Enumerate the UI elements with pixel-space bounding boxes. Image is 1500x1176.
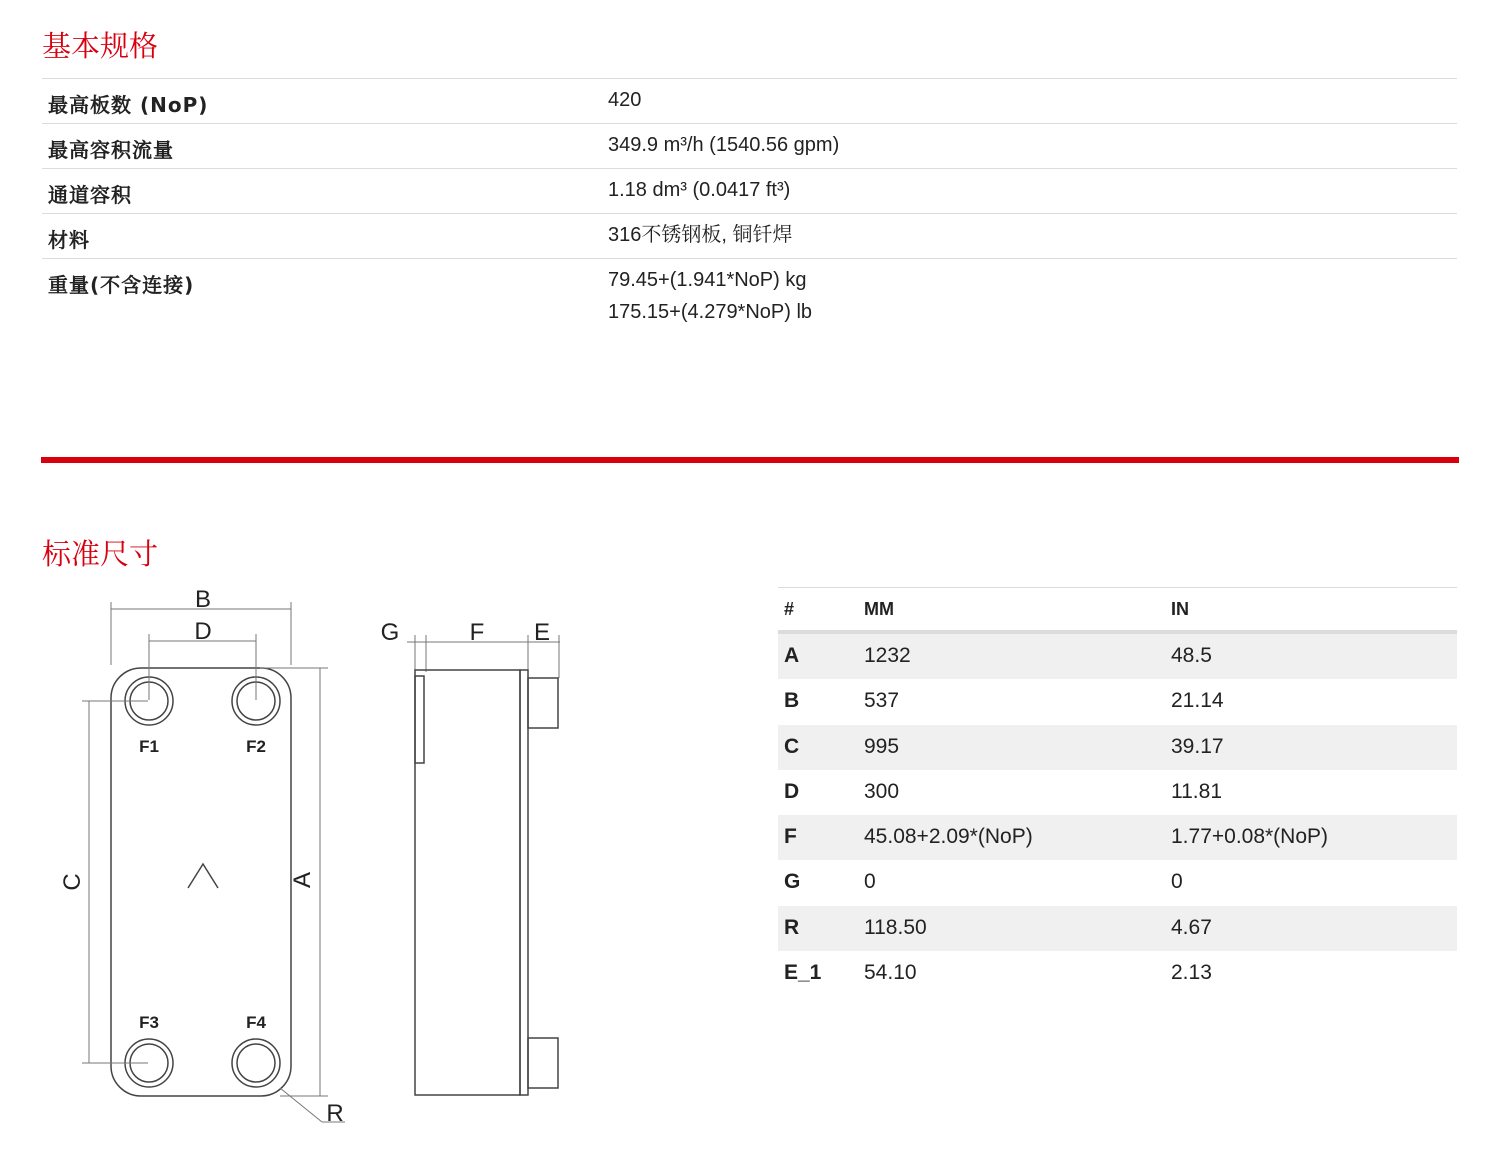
row-mm: 45.08+2.09*(NoP) [864, 825, 1033, 849]
row-mm: 0 [864, 870, 876, 894]
row-in: 48.5 [1171, 644, 1212, 667]
spec-label: 最高容积流量 [48, 138, 174, 162]
spec-label: 最高板数 (NoP) [48, 93, 209, 117]
row-mm: 54.10 [864, 961, 917, 985]
table-row [778, 679, 1457, 724]
table-header [778, 588, 1457, 634]
spec-label: 通道容积 [48, 183, 132, 207]
dims-section-title: 标准尺寸 [42, 537, 159, 571]
side-end-plate [520, 670, 528, 1095]
table-row [778, 951, 1457, 996]
spec-value-lb: 175.15+(4.279*NoP) lb [608, 301, 813, 323]
port-label-f3: F3 [139, 1013, 159, 1032]
row-in: 39.17 [1171, 734, 1224, 758]
row-in: 21.14 [1171, 689, 1224, 713]
row-key: R [784, 915, 800, 939]
row-key: F [784, 825, 797, 849]
dim-label-d: D [194, 618, 212, 645]
row-mm: 1232 [864, 644, 911, 667]
port-f4 [232, 1039, 280, 1087]
connection-top [528, 678, 558, 728]
row-mm: 300 [864, 779, 900, 803]
side-flange [415, 676, 424, 763]
port-label-f2: F2 [246, 737, 266, 756]
row-key: B [784, 689, 800, 713]
dim-label-r: R [326, 1100, 344, 1127]
row-in: 0 [1171, 870, 1183, 894]
connection-bottom [528, 1038, 558, 1088]
table-row [778, 634, 1457, 679]
table-row [778, 770, 1457, 815]
spec-label: 重量(不含连接) [48, 273, 195, 297]
spec-value: 420 [608, 89, 642, 111]
table-row [778, 815, 1457, 860]
spec-value: 316不锈钢板, 铜钎焊 [608, 224, 793, 246]
dim-label-g: G [380, 619, 400, 646]
side-body [415, 670, 520, 1095]
row-mm: 537 [864, 689, 900, 713]
dim-label-b: B [194, 586, 212, 613]
row-key: A [784, 644, 800, 667]
specs-section-title: 基本规格 [42, 29, 159, 63]
row-key: G [784, 870, 801, 894]
row-key: E_1 [784, 961, 822, 985]
header-num: # [784, 599, 795, 619]
spec-value: 1.18 dm³ (0.0417 ft³) [608, 179, 791, 201]
row-mm: 995 [864, 734, 900, 758]
spec-label: 材料 [48, 228, 90, 252]
row-mm: 118.50 [864, 915, 927, 939]
dim-label-c: C [59, 873, 86, 891]
table-row [778, 906, 1457, 951]
port-label-f4: F4 [246, 1013, 266, 1032]
row-in: 4.67 [1171, 915, 1212, 939]
chevron-icon [188, 864, 218, 888]
dim-label-e: E [533, 619, 551, 646]
header-in: IN [1171, 599, 1189, 619]
dim-label-f: F [469, 619, 485, 646]
row-key: D [784, 779, 800, 803]
row-key: C [784, 734, 800, 758]
port-label-f1: F1 [139, 737, 159, 756]
row-in: 2.13 [1171, 961, 1212, 985]
spec-value-kg: 79.45+(1.941*NoP) kg [608, 269, 807, 291]
spec-value: 349.9 m³/h (1540.56 gpm) [608, 134, 840, 156]
table-row [778, 860, 1457, 905]
row-in: 11.81 [1171, 779, 1222, 803]
row-in: 1.77+0.08*(NoP) [1171, 825, 1329, 849]
table-row [778, 725, 1457, 770]
header-mm: MM [864, 599, 894, 619]
dim-label-a: A [289, 871, 316, 889]
dimensions-table [778, 587, 1457, 996]
